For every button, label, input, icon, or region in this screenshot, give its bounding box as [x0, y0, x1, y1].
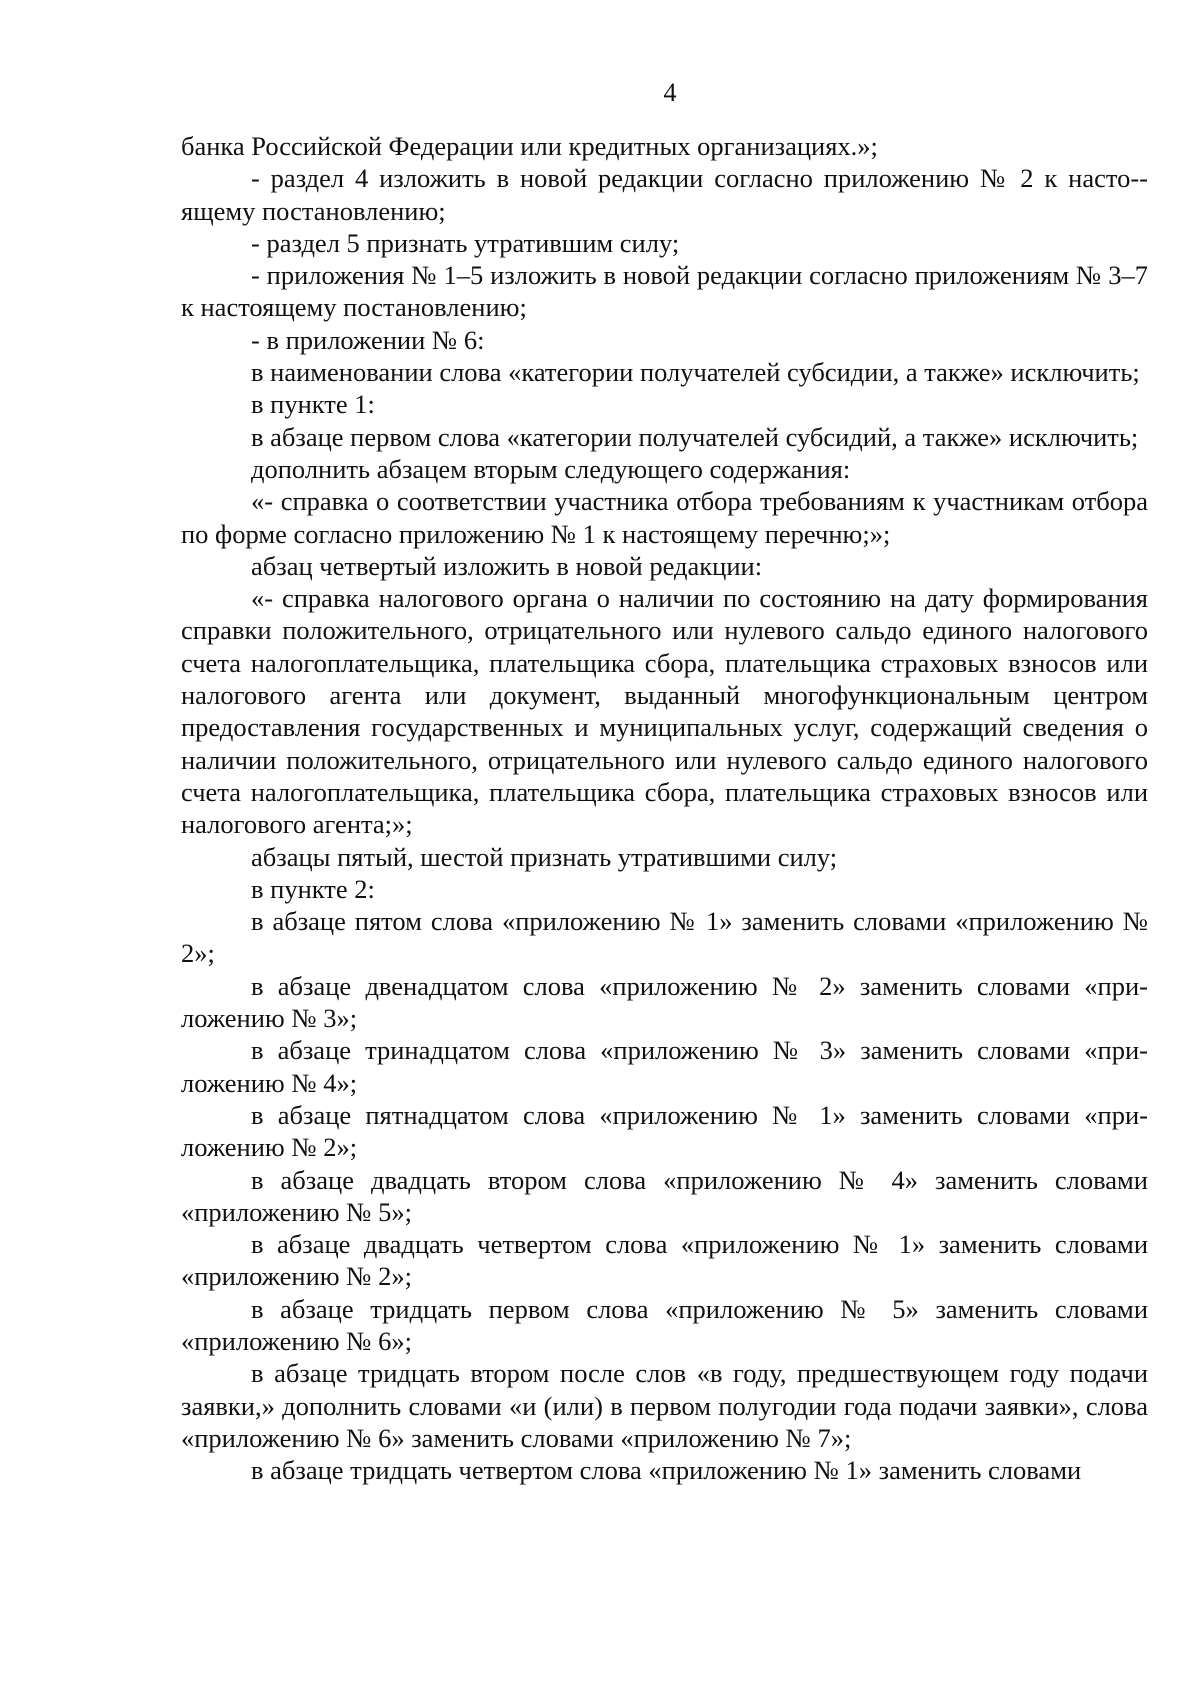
paragraph: в наименовании слова «категории получателей субсидии, а также» исключить; [251, 357, 1140, 388]
paragraph: - раздел 5 признать утратившим силу; [251, 227, 680, 258]
paragraph: в пункте 1: [251, 389, 375, 420]
paragraph: «- справка налогового органа о наличии по состоянию на дату формирования справки положительного, отрицательного или нулевого сальдо единого налогового счета налогоплательщика, плательщика сбора, плательщика страховых взносов или налогового агента или документ, выданный многофункциональным центром предоставления государственных и муниципальных услуг, содержащий сведения о наличии положительного, отрицательного или нулевого сальдо единого налогового счета налогоплательщика, плательщика сбора, плательщика страховых взносов или налогового агента;»; [181, 583, 1148, 840]
document-body [181, 130, 1148, 1486]
paragraph: дополнить абзацем вторым следующего содержания: [251, 453, 851, 484]
page-number: 4 [663, 78, 677, 107]
paragraph: - раздел 4 изложить в новой редакции согласно приложению № 2 к насто-ящему постановлению; [181, 163, 1148, 226]
paragraph: в абзаце двадцать втором слова «приложению № 4» заменить словами «приложению № 5»; [181, 1164, 1148, 1227]
paragraph: «- справка о соответствии участника отбора требованиям к участникам отбора по форме согласно приложению № 1 к настоящему перечню;»; [181, 486, 1148, 549]
paragraph: в абзаце первом слова «категории получателей субсидий, а также» исключить; [251, 421, 1139, 452]
paragraph: в абзаце тридцать первом слова «приложению № 5» заменить словами «приложению № 6»; [181, 1293, 1148, 1356]
paragraph: в абзаце пятом слова «приложению № 1» заменить словами «приложению № 2»; [181, 906, 1148, 969]
paragraph: в абзаце тринадцатом слова «приложению № 3» заменить словами «приложению № 4»; [181, 1035, 1148, 1098]
paragraph: - приложения № 1–5 изложить в новой редакции согласно приложениям № 3–7 к настоящему постановлению; [181, 260, 1148, 323]
paragraph: в абзаце тридцать втором после слов «в году, предшествующем году подачи заявки,» дополнить словами «и (или) в первом полугодии года подачи заявки», слова «приложению № 6» заменить словами «приложению № 7»; [181, 1358, 1148, 1453]
paragraph: в абзаце двенадцатом слова «приложению № 2» заменить словами «приложению № 3»; [181, 970, 1148, 1034]
paragraph: в абзаце пятнадцатом слова «приложению № 1» заменить словами «приложению № 2»; [181, 1099, 1148, 1163]
paragraph: абзац четвертый изложить в новой редакции: [251, 550, 763, 581]
paragraph: в абзаце тридцать четвертом слова «приложению № 1» заменить словами [251, 1455, 1082, 1486]
paragraph: в абзаце двадцать четвертом слова «приложению № 1» заменить словами «приложению № 2»; [181, 1229, 1148, 1292]
paragraph: в пункте 2: [251, 873, 375, 904]
paragraph: абзацы пятый, шестой признать утратившими силу; [251, 841, 838, 872]
paragraph: - в приложении № 6: [251, 324, 485, 355]
paragraph: банка Российской Федерации или кредитных организациях.»; [181, 131, 878, 161]
